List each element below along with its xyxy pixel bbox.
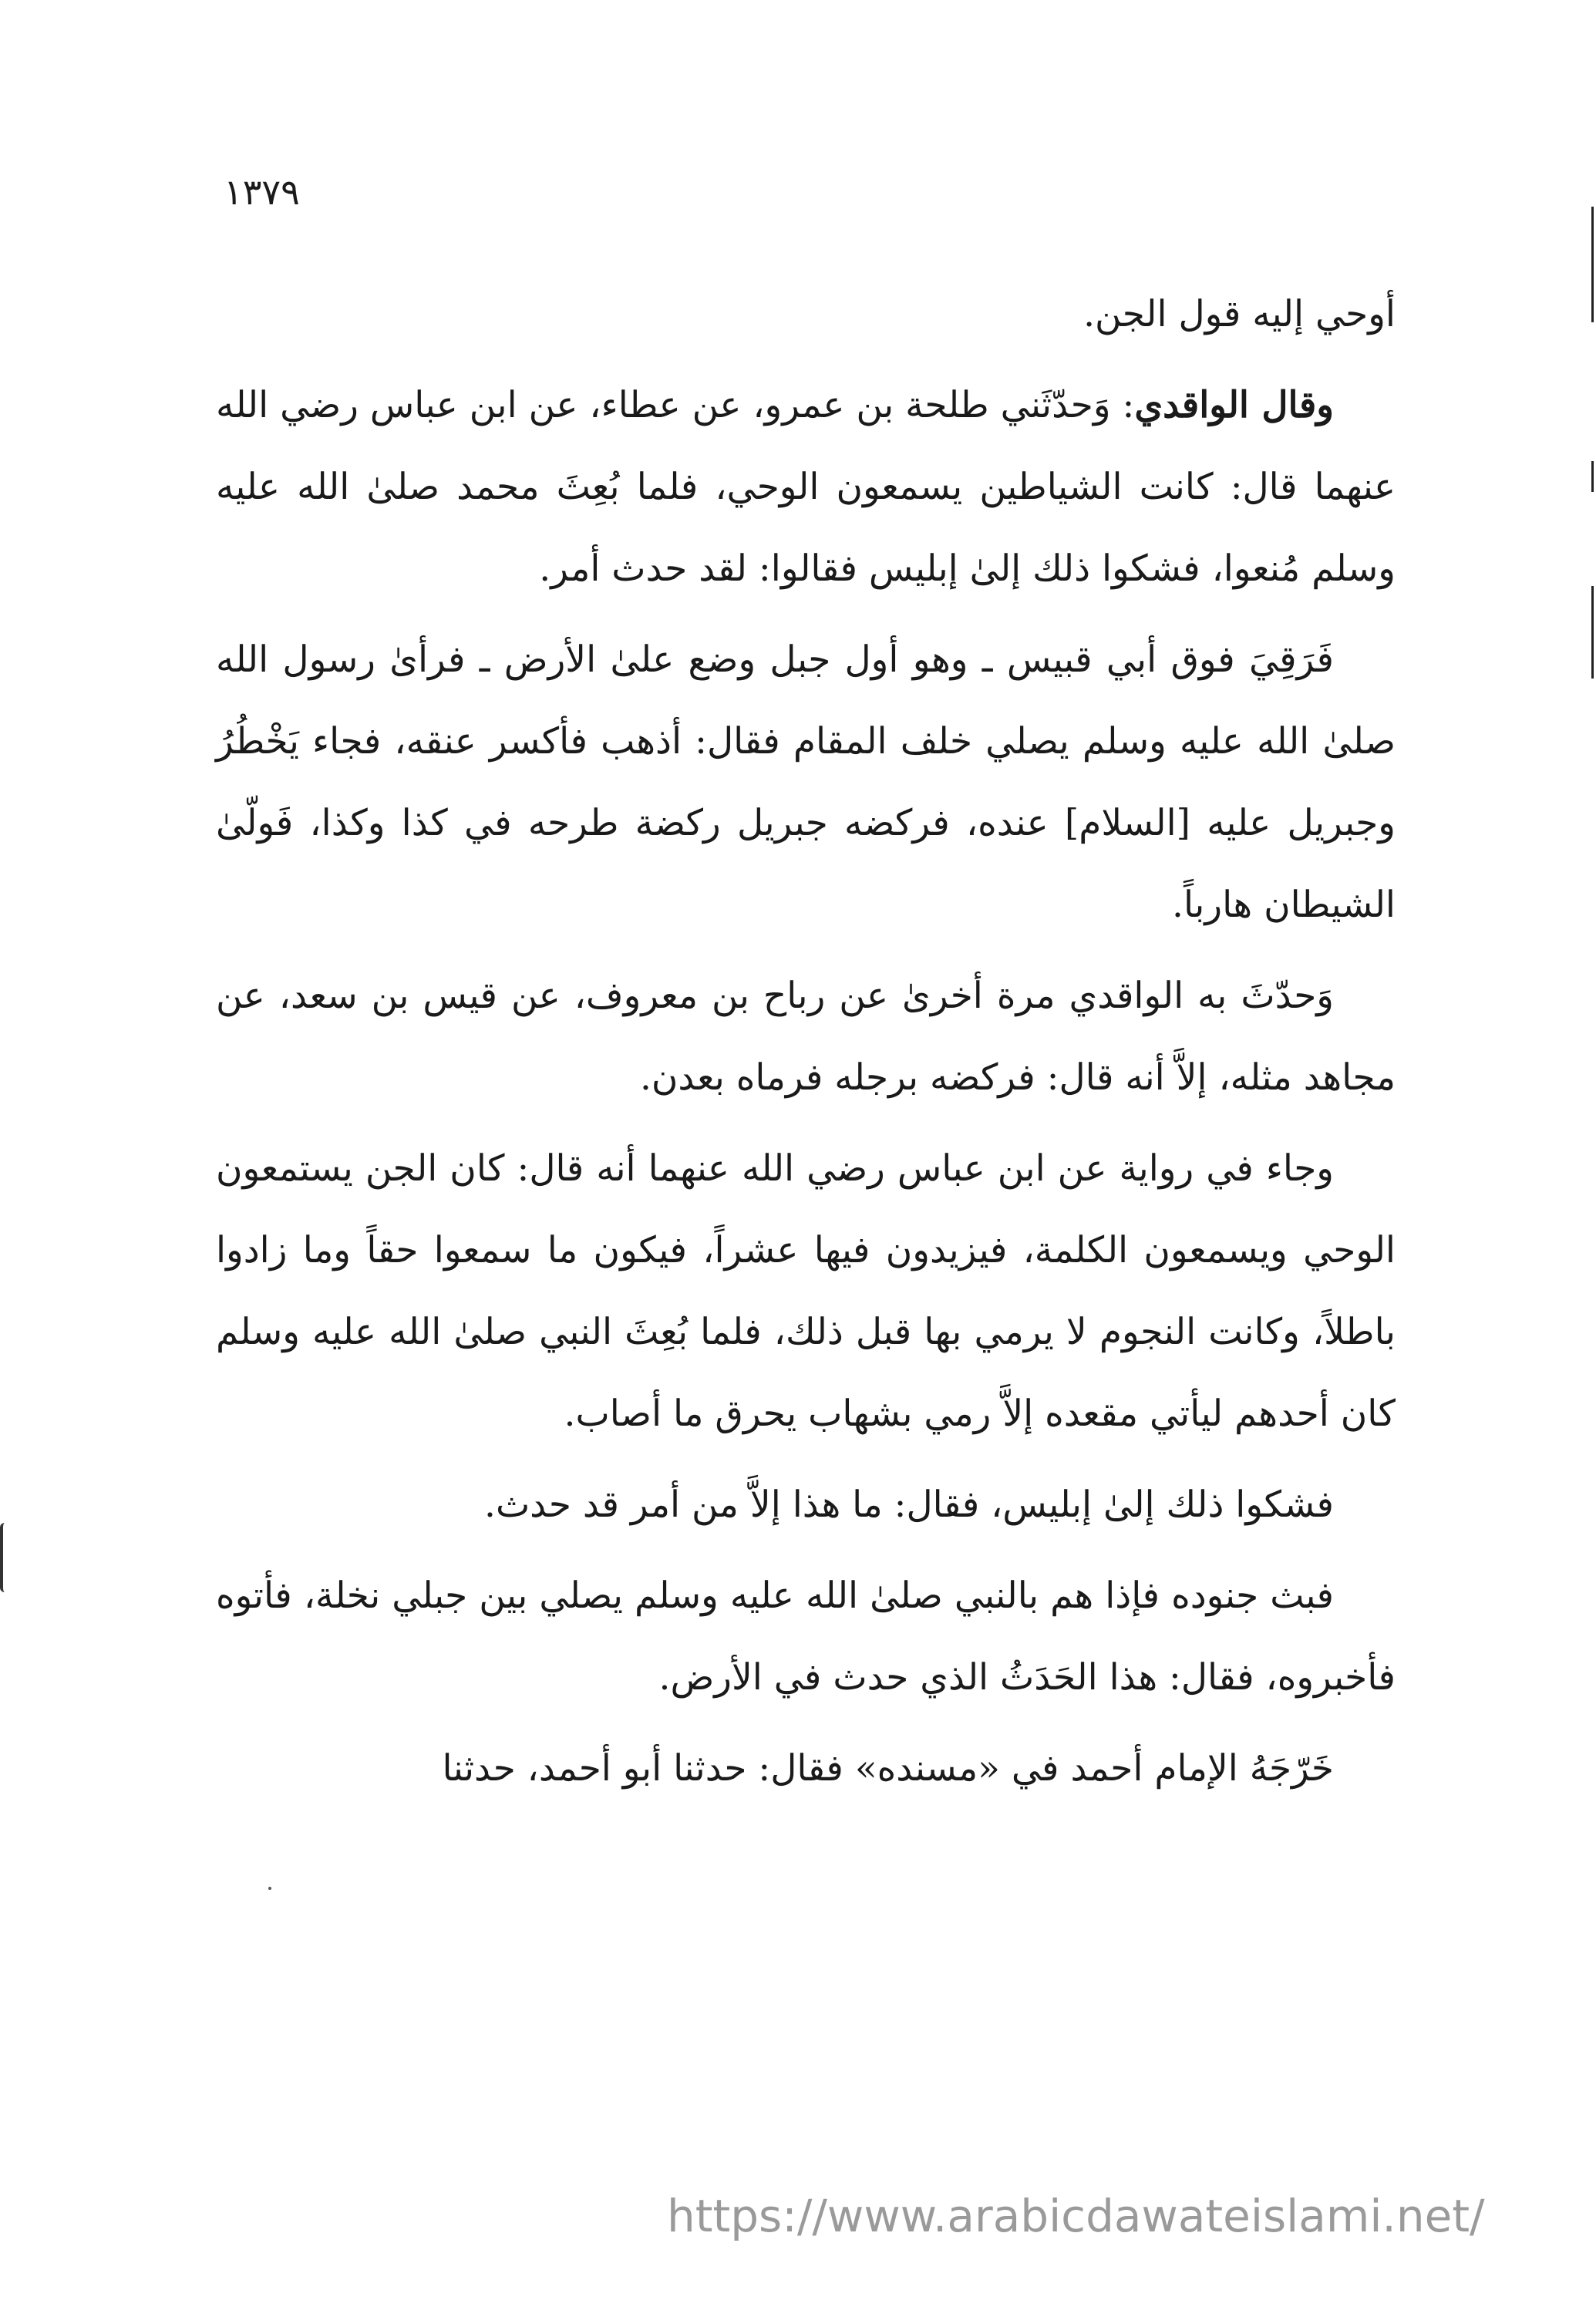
page-number: ١٣٧٩ [224,171,300,213]
footer-url: https://www.arabicdawateislami.net/ [667,2190,1485,2242]
scan-edge-mark-3 [1591,586,1594,679]
paragraph-2 [216,365,1396,610]
paragraph-4: وَحدّثَ به الواقدي مرة أخرىٰ عن رباح بن معروف، عن قيس بن سعد، عن مجاهد مثله، إلاَّ أنه قال: فركضه برجله فرماه بعدن. [216,975,1396,1099]
scan-edge-mark-1 [1591,207,1594,322]
paragraph-5: وجاء في رواية عن ابن عباس رضي الله عنهما أنه قال: كان الجن يستمعون الوحي ويسمعون الكلمة، فيزيدون فيها عشراً، فيكون ما سمعوا حقاً وما زادوا باطلاً، وكانت النجوم لا يرمي بها قبل ذلك، فلما بُعِثَ النبي صلىٰ الله عليه وسلم كان أحدهم ليأتي مقعده إلاَّ رمي بشهاب يحرق ما أصاب. [216,1147,1396,1435]
paragraph-3: فَرَقِيَ فوق أبي قبيس ـ وهو أول جبل وضع علىٰ الأرض ـ فرأىٰ رسول الله صلىٰ الله عليه وسلم يصلي خلف المقام فقال: أذهب فأكسر عنقه، فجاء يَخْطُرُ وجبريل عليه [السلام] عنده، فركضه جبريل ركضة طرحه في كذا وكذا، فَولّىٰ الشيطان هارباً. [216,638,1396,926]
paragraph-2-text: : وَحدّثَني طلحة بن عمرو، عن عطاء، عن ابن عباس رضي الله عنهما قال: كانت الشياطين يسمعون الوحي، فلما بُعِثَ محمد صلىٰ الله عليه وسلم مُنعوا، فشكوا ذلك إلىٰ إبليس فقالوا: لقد حدث أمر. [216,384,1396,590]
paragraph-1: أوحي إليه قول الجن. [1083,293,1396,335]
scan-edge-mark-2 [1591,461,1594,492]
paragraph-6: فشكوا ذلك إلىٰ إبليس، فقال: ما هذا إلاَّ من أمر قد حدث. [484,1484,1334,1526]
scan-dot [268,1887,271,1890]
paragraph-7: فبث جنوده فإذا هم بالنبي صلىٰ الله عليه وسلم يصلي بين جبلي نخلة، فأتوه فأخبروه، فقال: هذا الحَدَثُ الذي حدث في الأرض. [216,1574,1396,1699]
paragraph-2-lead: وقال الواقدي [1134,384,1334,426]
page-body-text [216,274,1396,1819]
scan-left-bracket [0,1523,11,1592]
paragraph-8: خَرّجَهُ الإمام أحمد في «مسنده» فقال: حدثنا أبو أحمد، حدثنا [442,1747,1334,1790]
